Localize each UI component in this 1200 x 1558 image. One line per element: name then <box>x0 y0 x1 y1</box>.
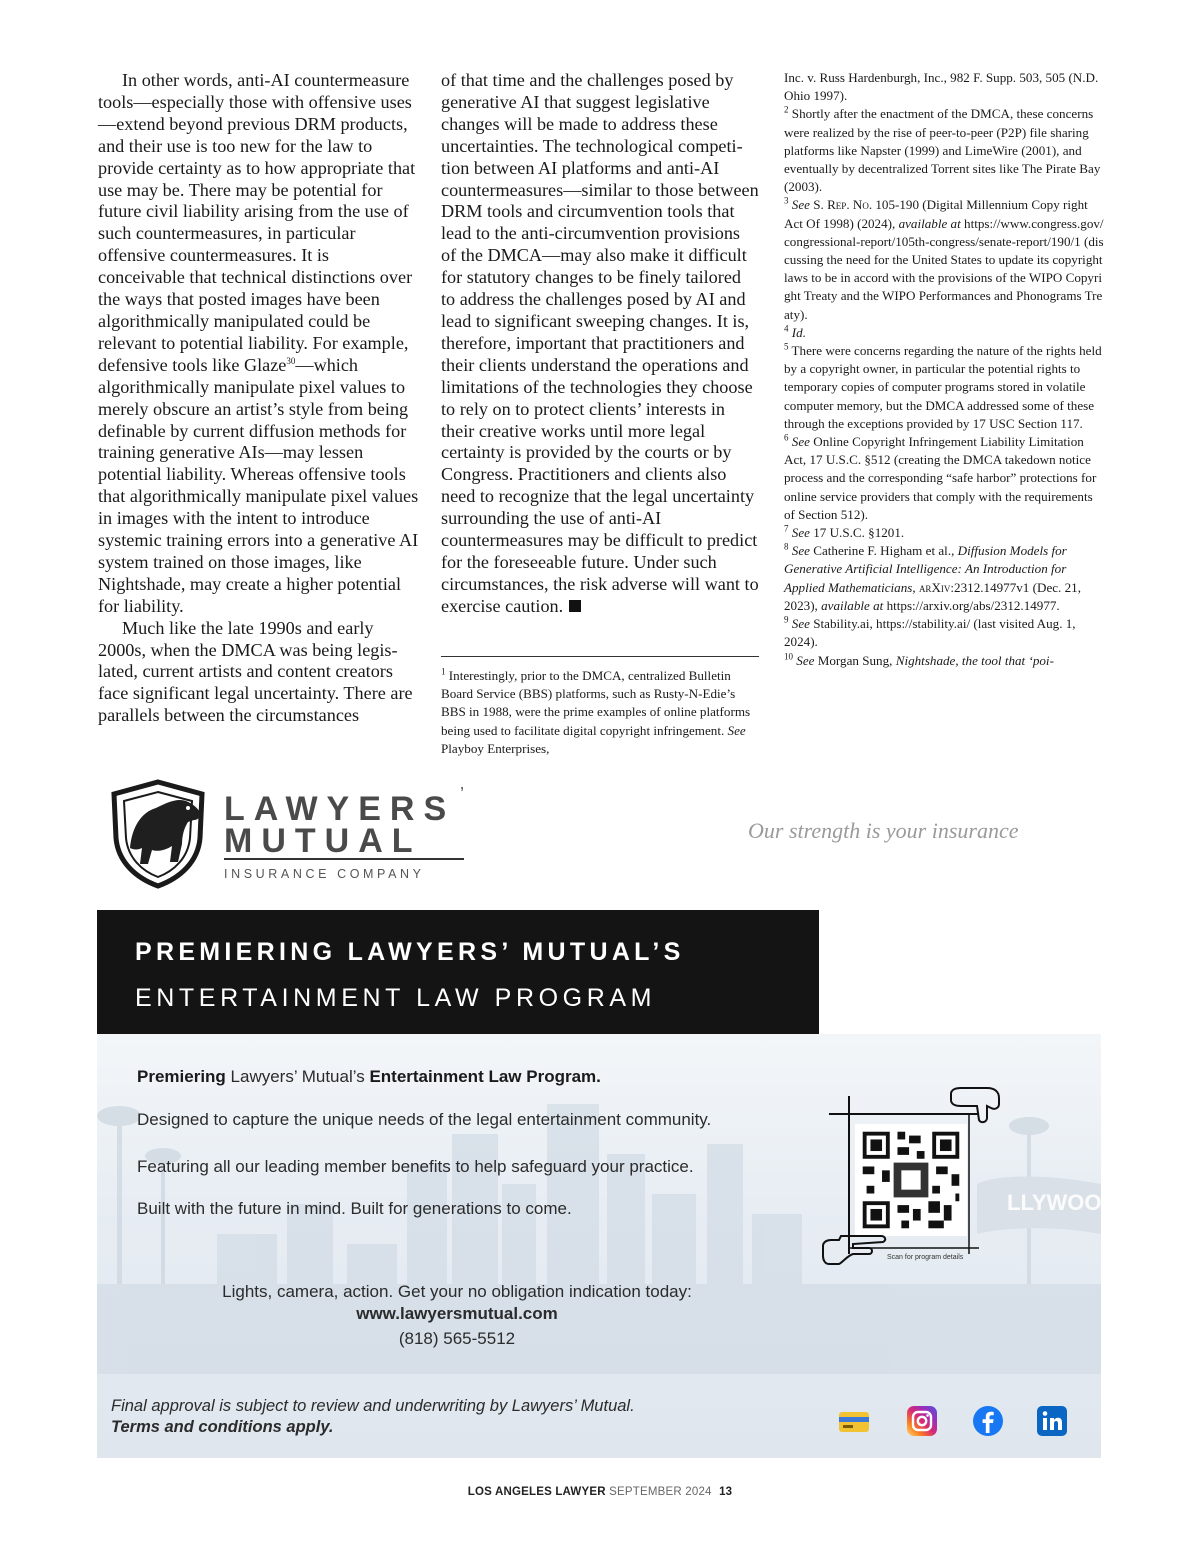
ad-banner <box>97 910 819 1034</box>
footnote-divider <box>441 656 759 657</box>
ad-line-future: Built with the future in mind. Built for generations to come. <box>137 1199 572 1218</box>
ad-tagline: Our strength is your insurance <box>748 818 1019 843</box>
footnote-1: $^1$ Interestingly, prior to the DMCA, centralized Bulletin Board Service (BBS) platforms, such as Rusty-N-Edie’s BBS in 1988, were the prime examples of online platforms being used to facilitate digital copyright infringement. See Playboy Enterprises, <box>441 666 751 756</box>
ad-disclaimer-2: Terms and conditions apply. <box>111 1418 334 1436</box>
footnote-2: $^2$ Shortly after the enactment of the DMCA, these concerns were realized by the rise of peer-to-peer (P2P) file sharing platforms like Napster (1999) and LimeWire (2001), and eventually by decentralized Torrent sites like The Pirate Bay (2003). <box>784 105 1101 195</box>
instagram-icon[interactable] <box>907 1406 937 1436</box>
card-icon[interactable] <box>837 1406 867 1436</box>
logo-text-mutual: MUTUAL <box>224 822 422 860</box>
article-column-1 <box>98 70 420 727</box>
qr-code-graphic <box>855 1124 967 1236</box>
linkedin-icon[interactable] <box>1037 1406 1067 1436</box>
logo-subtitle: INSURANCE COMPANY <box>224 867 425 881</box>
logo-text-lawyers: LAWYERS <box>224 790 456 828</box>
footnote-10: $^{10}$ See Morgan Sung, Nightshade, the tool that ‘poi- <box>784 651 1054 668</box>
ad-intro: Premiering Lawyers’ Mutual’s Entertainment Law Program. <box>137 1067 601 1086</box>
ad-line-needs: Designed to capture the unique needs of the legal entertainment community. <box>137 1110 712 1129</box>
hollywood-sign-text: LLYWOOD <box>1007 1190 1118 1215</box>
ad-website-link[interactable]: www.lawyersmutual.com <box>356 1304 558 1323</box>
footnote-link[interactable]: https://arxiv.org/abs/2312.14977. <box>886 597 1060 613</box>
footnote-1-cont: Inc. v. Russ Hardenburgh, Inc., 982 F. Supp. 503, 505 (N.D. Ohio 1997). <box>784 70 1099 104</box>
paragraph: Much like the late 1990s and early 2000s, when the DMCA was being legislated, current artists and content creators face significant legal uncertainty. There are parallels between the circumstances <box>98 617 413 726</box>
logo-mark: ’ <box>460 784 464 804</box>
footnote-link[interactable]: https://www.congress.gov/congressional-report/105th-congress/senate-report/190/1 (discussing the need for the United States to update its copyright laws to be in accord with the provisions of the WIPO Copyright Treaty and the WIPO Performances and Phonograms Treaty). <box>784 215 1104 322</box>
footnote-4: $^4$ Id. <box>784 323 806 340</box>
end-mark <box>569 600 581 612</box>
qr-caption: Scan for program details <box>887 1254 964 1261</box>
footnotes-column <box>784 69 1104 670</box>
ad-panel <box>97 1034 1118 1458</box>
bear-shield-icon <box>108 778 208 888</box>
banner-headline: PREMIERING LAWYERS’ MUTUAL’S <box>135 938 685 966</box>
ad-phone[interactable]: (818) 565-5512 <box>398 1329 516 1348</box>
footnote-9: $^9$ See Stability.ai, https://stability.ai/ (last visited Aug. 1, 2024). <box>784 614 1076 650</box>
paragraph: of that time and the challenges posed by generative AI that suggest legislative changes will be made to address these uncertainties. The technological competition between AI platforms and anti-AI countermeasures—similar to those between DRM tools and circumvention tools that lead to the anti-circumvention provisions of the DMCA—may also make it difficult for statutory changes to be finely tailored to address the challenges posed by AI and lead to significant sweeping changes. It is, therefore, important that practitioners and their clients understand the operations and limitations of the technologies they choose to rely on to protect clients’ interests in their creative works until more legal certainty is provided by the courts or by Congress. Practitioners and clients also need to recognize that the legal uncertainty surrounding the use of anti-AI countermeasures may be difficult to predict for the foreseeable future. Under such circumstances, the risk adverse will want to exercise caution. <box>441 70 759 616</box>
ad-line-benefits: Featuring all our leading member benefits to help safeguard your practice. <box>137 1157 694 1176</box>
pointing-hand-right-icon <box>819 1232 889 1282</box>
facebook-icon[interactable] <box>973 1406 1003 1436</box>
paragraph: In other words, anti-AI countermeasure tools—especially those with offensive uses—extend beyond previous DRM products, and their use is too new for the law to provide certainty as to how appropriate that use may be. There may be potential for future civil liability arising from the use of such countermeasures, in particular offensive countermeasures. It is conceivable that technical distinctions over the ways that posted images have been algorithmically manipulated could be relevant to potential liability. For example, defensive tools like Glaze$^{30}$—which algorithmically manipulate pixel values to merely obscure an artist’s style from being definable by current diffusion methods for training generative AIs—may lessen potential liability. Whereas offensive tools that algorithmically manipulate pixel values in images with the intent to introduce systemic training errors into a generative AI system trained on those images, like Nightshade, may create a higher potential for liability. <box>98 70 419 616</box>
article-column-2 <box>441 70 759 618</box>
footnote-3: $^3$ See S. Rep. No. 105-190 (Digital Millennium Copy right Act Of 1998) (2024), available at https://www.congress.gov/congressional-report/105th-congress/senate-report/190/1 (discussing the need for the United States to update its copyright laws to be in accord with the provisions of the WIPO Copyright Treaty and the WIPO Performances and Phonograms Treaty). <box>784 196 1104 322</box>
footnote-7: $^7$ See 17 U.S.C. §1201. <box>784 523 905 541</box>
footnote-8: $^8$ See Catherine F. Higham et al., Diffusion Models for Generative Artificial Intelligence: An Introduction for Applied Mathematicians, arXiv:2312.14977v1 (Dec. 21, 2023), available at https://arxiv.org/abs/2312.14977. <box>784 541 1081 613</box>
ad-cta: Lights, camera, action. Get your no obligation indication today: <box>222 1282 692 1301</box>
footnote-5: $^5$ There were concerns regarding the nature of the rights held by a copyright owner, in particular the potential rights to temporary copies of computer programs stored in volatile computer memory, but the DMCA addressed some of these through the exceptions provided by 17 USC Section 117. <box>784 341 1102 431</box>
logo-divider <box>224 858 464 860</box>
page-footer <box>0 1486 1200 1498</box>
page-number: 13 <box>719 1486 733 1498</box>
footnote-6: $^6$ See Online Copyright Infringement Liability Limitation Act, 17 U.S.C. §512 (creating the DMCA takedown notice process and the corresponding “safe harbor” protections for online service providers that comply with the requirements of Section 512). <box>784 432 1097 522</box>
qr-code[interactable] <box>855 1124 967 1236</box>
lawyers-mutual-logo[interactable] <box>108 778 468 888</box>
banner-subheadline: ENTERTAINMENT LAW PROGRAM <box>135 984 657 1012</box>
footnote-ref[interactable]: 30 <box>286 355 296 366</box>
qr-code-area[interactable] <box>819 1074 1039 1274</box>
ad-disclaimer-1: Final approval is subject to review and underwriting by Lawyers’ Mutual. <box>111 1397 635 1415</box>
publication-name: LOS ANGELES LAWYER <box>467 1486 606 1498</box>
issue-date: SEPTEMBER 2024 <box>609 1486 712 1498</box>
